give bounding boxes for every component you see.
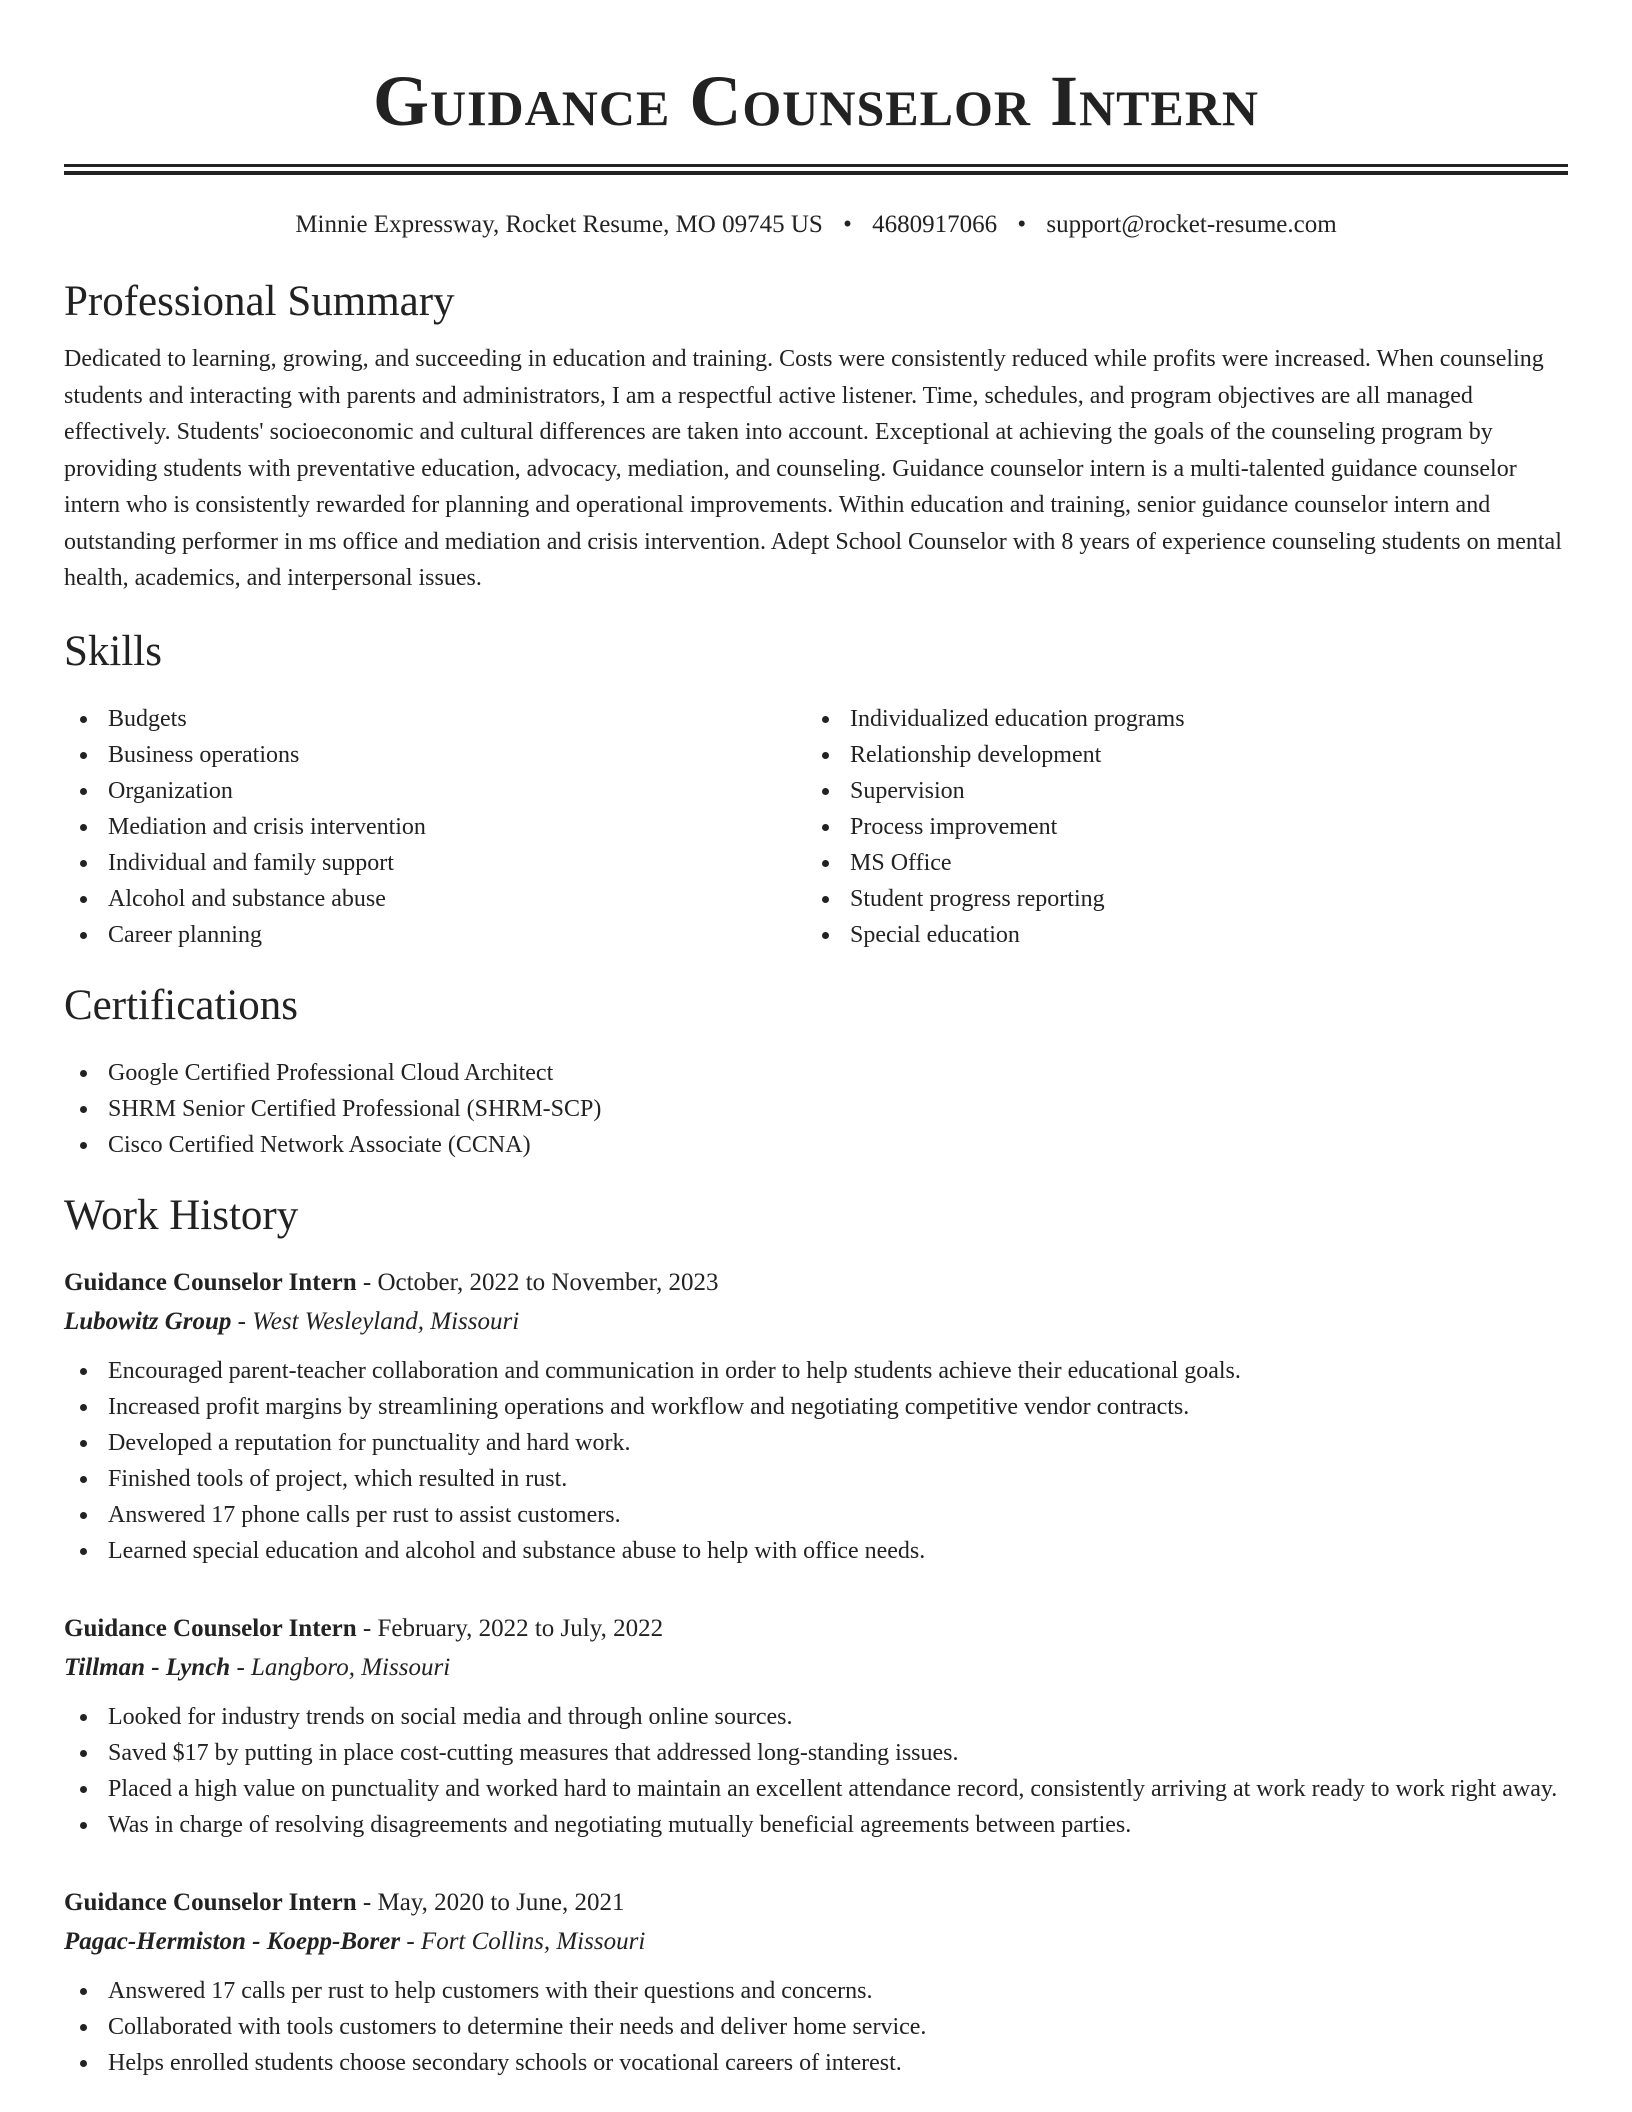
contact-address: Minnie Expressway, Rocket Resume, MO 09745 US bbox=[295, 211, 823, 238]
job-employer bbox=[64, 1302, 1568, 1341]
certification-item: Google Certified Professional Cloud Architect bbox=[64, 1055, 1568, 1091]
skill-item: Career planning bbox=[64, 917, 806, 953]
job-duty: Finished tools of project, which resulted in rust. bbox=[64, 1461, 1568, 1497]
skill-item: Alcohol and substance abuse bbox=[64, 881, 806, 917]
job-location: - Fort Collins, Missouri bbox=[400, 1927, 646, 1955]
job-duty: Answered 17 phone calls per rust to assist customers. bbox=[64, 1497, 1568, 1533]
job-duties-list bbox=[64, 1973, 1568, 2081]
certification-item: Cisco Certified Network Associate (CCNA) bbox=[64, 1127, 1568, 1163]
skill-item: Individualized education programs bbox=[806, 701, 1548, 737]
skill-item: Supervision bbox=[806, 773, 1548, 809]
section-title-work-history: Work History bbox=[64, 1191, 299, 1239]
job-duty: Learned special education and alcohol and substance abuse to help with office needs. bbox=[64, 1533, 1568, 1569]
job-location: - West Wesleyland, Missouri bbox=[231, 1307, 520, 1335]
summary-text: Dedicated to learning, growing, and succeeding in education and training. Costs were consistently reduced while profits were increased. When counseling students and interacting with parents and administrators, I am a respectful active listener. Time, schedules, and program objectives are all managed effectively. Students' socioeconomic and cultural differences are taken into account. Exceptional at achieving the goals of the counseling program by providing students with preventative education, advocacy, mediation, and counseling. Guidance counselor intern is a multi-talented guidance counselor intern who is consistently rewarded for planning and operational improvements. Within education and training, senior guidance counselor intern and outstanding performer in ms office and mediation and crisis intervention. Adept School Counselor with 8 years of experience counseling students on mental health, academics, and interpersonal issues. bbox=[64, 346, 1562, 591]
certifications-list bbox=[64, 1055, 1568, 1163]
job-header bbox=[64, 1263, 1568, 1302]
job-dates: - February, 2022 to July, 2022 bbox=[356, 1614, 664, 1642]
skill-item: Budgets bbox=[64, 701, 806, 737]
job-duty: Encouraged parent-teacher collaboration and communication in order to help students achieve their educational goals. bbox=[64, 1353, 1568, 1389]
job-duty: Placed a high value on punctuality and worked hard to maintain an excellent attendance record, consistently arriving at work ready to work right away. bbox=[64, 1771, 1568, 1807]
job-duties-list bbox=[64, 1699, 1568, 1843]
job-entry bbox=[64, 1883, 1568, 2081]
job-duty: Looked for industry trends on social media and through online sources. bbox=[64, 1699, 1568, 1735]
job-role: Guidance Counselor Intern bbox=[64, 1614, 357, 1642]
section-title-certifications: Certifications bbox=[64, 981, 299, 1029]
resume-name: Guidance Counselor Intern bbox=[372, 61, 1259, 141]
job-duty: Saved $17 by putting in place cost-cutting measures that addressed long-standing issues. bbox=[64, 1735, 1568, 1771]
job-company: Pagac-Hermiston - Koepp-Borer bbox=[64, 1927, 401, 1955]
job-company: Tillman - Lynch bbox=[64, 1653, 231, 1681]
job-duties-list bbox=[64, 1353, 1568, 1569]
job-duty: Was in charge of resolving disagreements and negotiating mutually beneficial agreements between parties. bbox=[64, 1807, 1568, 1843]
job-duty: Collaborated with tools customers to determine their needs and deliver home service. bbox=[64, 2009, 1568, 2045]
job-entry bbox=[64, 1609, 1568, 1843]
skill-item: Process improvement bbox=[806, 809, 1548, 845]
job-duty: Increased profit margins by streamlining operations and workflow and negotiating competitive vendor contracts. bbox=[64, 1389, 1568, 1425]
contact-separator: • bbox=[1017, 211, 1027, 238]
skill-item: Business operations bbox=[64, 737, 806, 773]
section-title-summary: Professional Summary bbox=[64, 278, 455, 325]
skill-item: MS Office bbox=[806, 845, 1548, 881]
job-duty: Developed a reputation for punctuality and hard work. bbox=[64, 1425, 1568, 1461]
skills-grid bbox=[64, 701, 1568, 953]
job-role: Guidance Counselor Intern bbox=[64, 1888, 357, 1916]
skill-item: Student progress reporting bbox=[806, 881, 1548, 917]
job-header bbox=[64, 1609, 1568, 1648]
job-employer bbox=[64, 1922, 1568, 1961]
job-location: - Langboro, Missouri bbox=[230, 1653, 451, 1681]
skills-column-left bbox=[64, 701, 806, 953]
job-header bbox=[64, 1883, 1568, 1922]
contact-email: support@rocket-resume.com bbox=[1046, 211, 1337, 238]
section-title-skills: Skills bbox=[64, 627, 162, 675]
job-duty: Helps enrolled students choose secondary schools or vocational careers of interest. bbox=[64, 2045, 1568, 2081]
header-divider bbox=[64, 164, 1568, 175]
job-dates: - May, 2020 to June, 2021 bbox=[356, 1888, 625, 1916]
contact-line bbox=[64, 209, 1568, 241]
skill-item: Organization bbox=[64, 773, 806, 809]
resume-page bbox=[64, 0, 1568, 2081]
job-dates: - October, 2022 to November, 2023 bbox=[356, 1268, 719, 1296]
job-company: Lubowitz Group bbox=[64, 1307, 232, 1335]
certification-item: SHRM Senior Certified Professional (SHRM-SCP) bbox=[64, 1091, 1568, 1127]
skill-item: Individual and family support bbox=[64, 845, 806, 881]
skill-item: Special education bbox=[806, 917, 1548, 953]
job-entry bbox=[64, 1263, 1568, 1569]
skill-item: Mediation and crisis intervention bbox=[64, 809, 806, 845]
job-employer bbox=[64, 1648, 1568, 1687]
contact-phone: 4680917066 bbox=[872, 211, 998, 238]
job-duty: Answered 17 calls per rust to help customers with their questions and concerns. bbox=[64, 1973, 1568, 2009]
skill-item: Relationship development bbox=[806, 737, 1548, 773]
contact-separator: • bbox=[843, 211, 852, 238]
skills-column-right bbox=[806, 701, 1548, 953]
job-role: Guidance Counselor Intern bbox=[64, 1268, 357, 1296]
